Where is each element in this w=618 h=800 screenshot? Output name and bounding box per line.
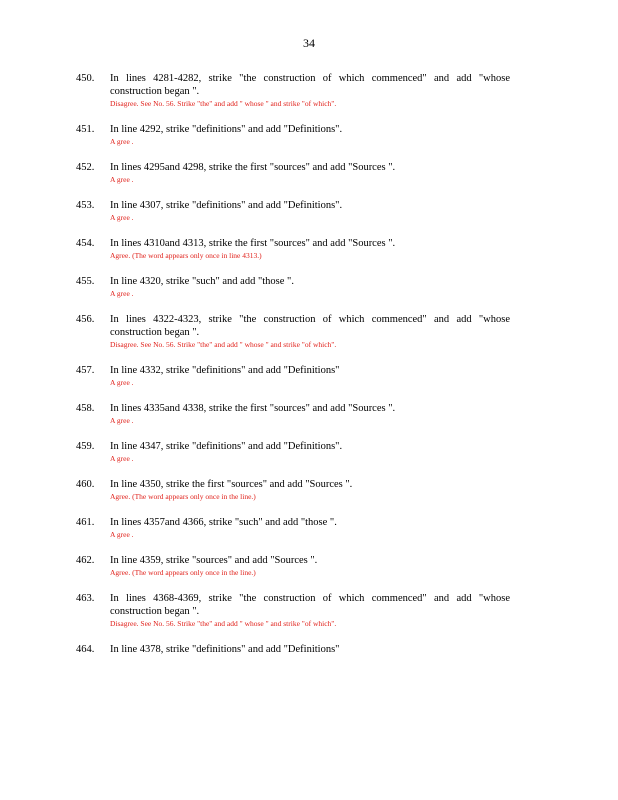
- amendment-item: [0, 592, 618, 629]
- item-number: 456.: [76, 314, 95, 325]
- amendment-item: [0, 313, 618, 350]
- item-response: Disagree. See No. 56. Strike "the" and add " whose " and strike "of which".: [110, 340, 337, 349]
- amendment-item: [0, 161, 618, 185]
- amendment-item: [0, 478, 618, 502]
- item-number: 453.: [76, 200, 95, 211]
- item-response: Disagree. See No. 56. Strike "the" and add " whose " and strike "of which".: [110, 99, 337, 108]
- item-number: 451.: [76, 124, 95, 135]
- item-instruction: In lines 4357and 4366, strike "such" and add "those ".: [110, 517, 337, 528]
- amendment-item: [0, 554, 618, 578]
- item-number: 460.: [76, 479, 95, 490]
- page-number: 34: [303, 36, 315, 50]
- item-response: A gree .: [110, 213, 134, 222]
- item-instruction: In lines 4322-4323, strike "the construction of which commenced" and add "whose construction began ".: [110, 314, 510, 338]
- item-number: 450.: [76, 73, 95, 84]
- amendment-item: [0, 643, 618, 656]
- item-instruction: In line 4359, strike "sources" and add "Sources ".: [110, 555, 318, 566]
- item-instruction: In line 4307, strike "definitions" and add "Definitions".: [110, 200, 343, 211]
- item-response: A gree .: [110, 454, 134, 463]
- item-instruction: In line 4347, strike "definitions" and add "Definitions".: [110, 441, 343, 452]
- item-instruction: In line 4378, strike "definitions" and add "Definitions": [110, 644, 340, 655]
- amendment-item: [0, 440, 618, 464]
- item-instruction: In lines 4281-4282, strike "the construction of which commenced" and add "whose construction began ".: [110, 73, 510, 97]
- item-number: 455.: [76, 276, 95, 287]
- item-instruction: In lines 4295and 4298, strike the first "sources" and add "Sources ".: [110, 162, 396, 173]
- amendment-item: [0, 402, 618, 426]
- amendment-item: [0, 199, 618, 223]
- item-number: 463.: [76, 593, 95, 604]
- amendment-item: [0, 237, 618, 261]
- item-instruction: In line 4350, strike the first "sources" and add "Sources ".: [110, 479, 353, 490]
- item-number: 452.: [76, 162, 95, 173]
- amendment-list: [0, 72, 618, 670]
- item-number: 461.: [76, 517, 95, 528]
- item-response: A gree .: [110, 137, 134, 146]
- item-response: Agree. (The word appears only once in the line.): [110, 492, 256, 501]
- item-response: A gree .: [110, 530, 134, 539]
- item-number: 458.: [76, 403, 95, 414]
- item-instruction: In line 4320, strike "such" and add "those ".: [110, 276, 294, 287]
- item-response: A gree .: [110, 175, 134, 184]
- amendment-item: [0, 516, 618, 540]
- item-number: 454.: [76, 238, 95, 249]
- item-number: 457.: [76, 365, 95, 376]
- item-response: Disagree. See No. 56. Strike "the" and add " whose " and strike "of which".: [110, 619, 337, 628]
- item-instruction: In lines 4310and 4313, strike the first "sources" and add "Sources ".: [110, 238, 396, 249]
- item-response: A gree .: [110, 416, 134, 425]
- item-response: Agree. (The word appears only once in the line.): [110, 568, 256, 577]
- item-instruction: In lines 4335and 4338, strike the first "sources" and add "Sources ".: [110, 403, 396, 414]
- item-number: 459.: [76, 441, 95, 452]
- item-response: A gree .: [110, 289, 134, 298]
- item-instruction: In lines 4368-4369, strike "the construction of which commenced" and add "whose construction began ".: [110, 593, 510, 617]
- item-instruction: In line 4292, strike "definitions" and add "Definitions".: [110, 124, 343, 135]
- amendment-item: [0, 72, 618, 109]
- item-instruction: In line 4332, strike "definitions" and add "Definitions": [110, 365, 340, 376]
- amendment-item: [0, 364, 618, 388]
- item-response: A gree .: [110, 378, 134, 387]
- amendment-item: [0, 275, 618, 299]
- item-response: Agree. (The word appears only once in line 4313.): [110, 251, 262, 260]
- item-number: 462.: [76, 555, 95, 566]
- amendment-item: [0, 123, 618, 147]
- item-number: 464.: [76, 644, 95, 655]
